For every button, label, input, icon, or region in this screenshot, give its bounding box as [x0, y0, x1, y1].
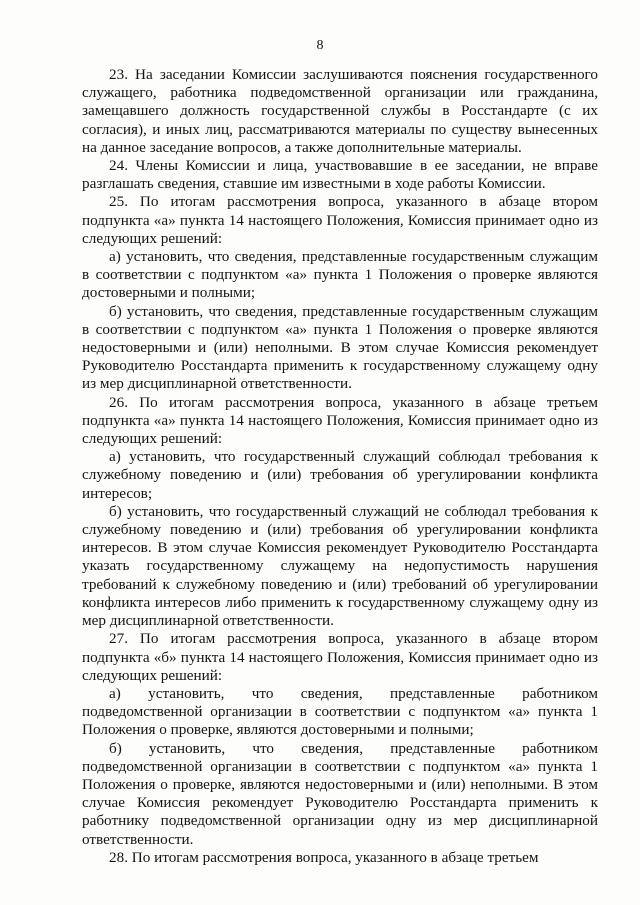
paragraph-27: 27. По итогам рассмотрения вопроса, указанного в абзаце втором подпункта «б» пункта 14 настоящего Положения, Комиссия принимает одно из следующих решений:: [82, 630, 598, 684]
page-number: 8: [316, 38, 324, 53]
paragraph-28: 28. По итогам рассмотрения вопроса, указанного в абзаце третьем: [109, 848, 539, 866]
document-body: [82, 66, 598, 867]
paragraph-25-b: б) установить, что сведения, представленные государственным служащим в соответствии с подпунктом «а» пункта 1 Положения о проверке являются недостоверными и (или) неполными. В этом случае Комиссия рекомендует Руководителю Росстандарта применить к государственному служащему одну из мер дисциплинарной ответственности.: [82, 302, 598, 393]
paragraph-25: 25. По итогам рассмотрения вопроса, указанного в абзаце втором подпункта «а» пункта 14 настоящего Положения, Комиссия принимает одно из следующих решений:: [82, 193, 598, 247]
paragraph-27-b: б) установить, что сведения, представленные работником подведомственной организации в соответствии с подпунктом «а» пункта 1 Положения о проверке, являются недостоверными и (или) неполными. В этом случае Комиссия рекомендует Руководителю Росстандарта применить к работнику подведомственной организации одну из мер дисциплинарной ответственности.: [82, 739, 598, 848]
paragraph-25-a: а) установить, что сведения, представленные государственным служащим в соответствии с подпунктом «а» пункта 1 Положения о проверке являются достоверными и полными;: [82, 248, 598, 302]
paragraph-26: 26. По итогам рассмотрения вопроса, указанного в абзаце третьем подпункта «а» пункта 14 настоящего Положения, Комиссия принимает одно из следующих решений:: [82, 393, 598, 448]
paragraph-23: 23. На заседании Комиссии заслушиваются пояснения государственного служащего, работника подведомственной организации или гражданина, замещавшего должность государственной службы в Росстандарте (с их согласия), и иных лиц, рассматриваются материалы по существу вынесенных на данное заседание вопросов, а также дополнительные материалы.: [82, 66, 598, 156]
paragraph-26-b: б) установить, что государственный служащий не соблюдал требования к служебному поведению и (или) требования об урегулировании конфликта интересов. В этом случае Комиссия рекомендует Руководителю Росстандарта указать государственному служащему на недопустимость нарушения требований к служебному поведению и (или) требований об урегулировании конфликта интересов либо применить к государственному служащему одну из мер дисциплинарной ответственности.: [82, 502, 598, 630]
paragraph-27-a: а) установить, что сведения, представленные работником подведомственной организации в соответствии с подпунктом «а» пункта 1 Положения о проверке, являются достоверными и полными;: [82, 684, 598, 739]
paragraph-24: 24. Члены Комиссии и лица, участвовавшие в ее заседании, не вправе разглашать сведения, ставшие им известными в ходе работы Комиссии.: [82, 157, 598, 193]
paragraph-26-a: а) установить, что государственный служащий соблюдал требования к служебному поведению и (или) требования об урегулировании конфликта интересов;: [82, 448, 598, 502]
